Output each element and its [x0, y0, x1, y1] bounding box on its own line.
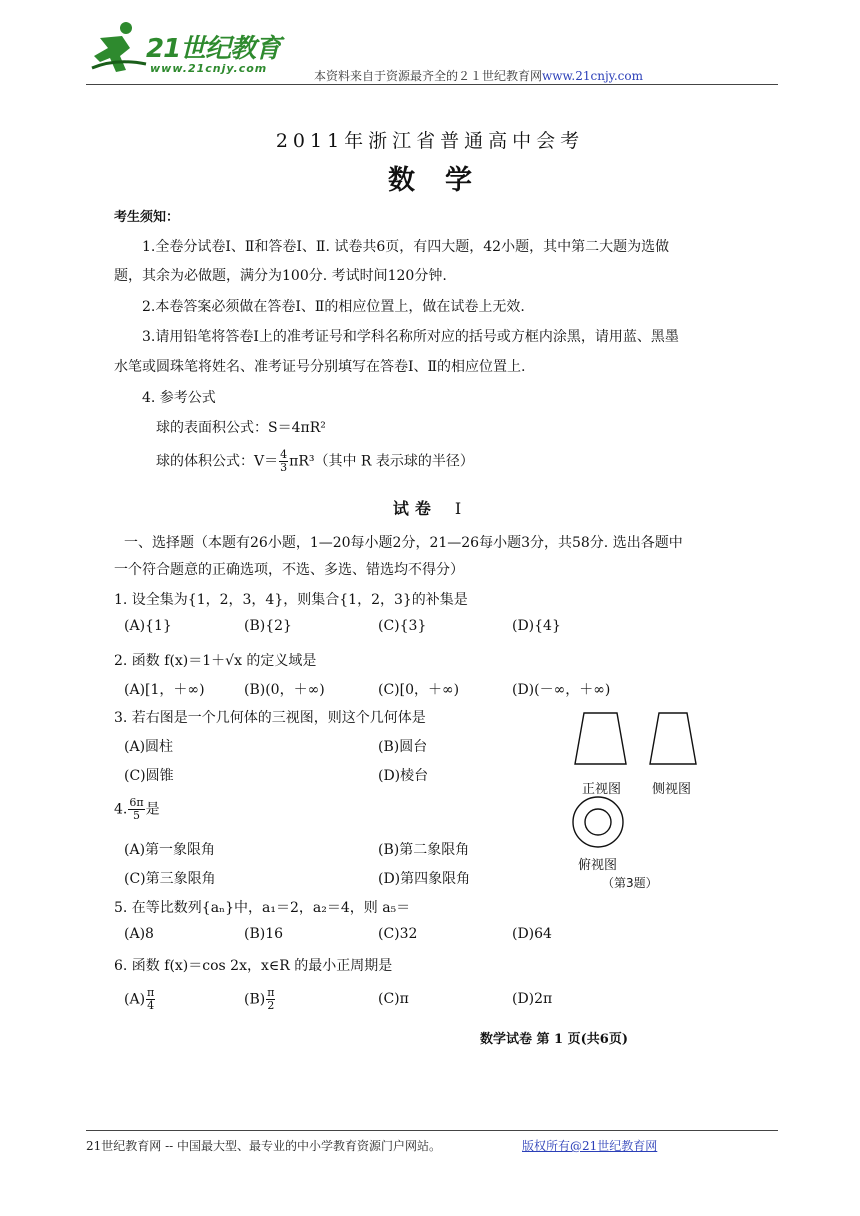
logo-text: 21世纪教育 [146, 34, 281, 64]
question-6-option-b [244, 987, 276, 1012]
copyright-link[interactable]: 版权所有@21世纪教育网 [522, 1139, 658, 1153]
fraction-denominator: 4 [147, 999, 155, 1012]
question-2-option-d: (D)(－∞，＋∞) [512, 682, 611, 698]
question-3-option-c: (C)圆锥 [124, 768, 174, 784]
question-4-option-a: (A)第一象限角 [124, 842, 216, 858]
footer-text: 21世纪教育网 -- 中国最大型、最专业的中小学教育资源门户网站。 [86, 1139, 442, 1153]
section-heading-line1: 一、选择题（本题有26小题，1—20每小题2分，21—26每小题3分，共58分. 选出各题中 [124, 535, 683, 551]
logo-url: www.21cnjy.com [150, 62, 268, 75]
question-1-option-b: (B){2} [244, 618, 292, 634]
question-3-option-d: (D)棱台 [378, 768, 429, 784]
top-view-figure [568, 794, 630, 850]
fraction-numerator: π [267, 986, 275, 999]
instruction-3-line1: 3.请用铅笔将答卷Ⅰ上的准考证号和学科名称所对应的括号或方框内涂黑，请用蓝、黑墨 [142, 329, 679, 345]
question-1-stem: 1. 设全集为{1，2，3，4}，则集合{1，2，3}的补集是 [114, 592, 468, 608]
question-2-option-a: (A)[1，＋∞) [124, 682, 205, 698]
front-view-label: 正视图 [582, 782, 622, 797]
instruction-3-line2: 水笔或圆珠笔将姓名、准考证号分别填写在答卷Ⅰ、Ⅱ的相应位置上. [114, 359, 526, 375]
header-note-link[interactable]: www.21cnjy.com [542, 69, 643, 83]
formula-volume-prefix: 球的体积公式：V＝ [156, 453, 279, 470]
option-label: (B) [244, 991, 266, 1008]
figure-caption: （第3题） [602, 876, 658, 890]
header-note [314, 67, 643, 84]
side-view-trapezoid [650, 713, 696, 764]
fraction-denominator: 3 [280, 461, 288, 474]
top-view-label: 俯视图 [578, 858, 618, 873]
instructions-heading: 考生须知： [114, 210, 180, 225]
question-6-option-c: (C)π [378, 991, 409, 1007]
fraction [279, 449, 288, 474]
question-3-option-b: (B)圆台 [378, 739, 428, 755]
question-4-stem [114, 797, 160, 822]
instruction-1-line2: 题，其余为必做题，满分为100分. 考试时间120分钟. [114, 268, 447, 284]
question-5-option-b: (B)16 [244, 926, 284, 942]
formula-volume-suffix: πR³（其中 R 表示球的半径） [289, 453, 474, 470]
fraction-denominator: 2 [267, 999, 275, 1012]
side-view-label: 侧视图 [652, 782, 692, 797]
question-2-option-b: (B)(0，＋∞) [244, 682, 325, 698]
formula-surface-area: 球的表面积公式：S＝4πR² [156, 420, 326, 436]
question-6-stem: 6. 函数 f(x)＝cos 2x，x∈R 的最小正周期是 [114, 958, 393, 974]
section-heading-line2: 一个符合题意的正确选项，不选、多选、错选均不得分） [114, 562, 464, 578]
fraction [146, 987, 155, 1012]
section-numeral: Ⅰ [454, 499, 468, 518]
question-1-option-d: (D){4} [512, 618, 561, 634]
top-view-outer-circle [573, 797, 623, 847]
exam-subject: 数学 [388, 165, 502, 196]
option-label: (A) [124, 991, 146, 1008]
header-note-text: 本资料来自于资源最齐全的２１世纪教育网 [314, 69, 543, 83]
fraction-numerator: 6π [129, 796, 144, 809]
section-title-text: 试卷 [392, 499, 437, 518]
question-2-stem: 2. 函数 f(x)＝1＋√x 的定义域是 [114, 653, 317, 669]
instruction-2: 2.本卷答案必须做在答卷Ⅰ、Ⅱ的相应位置上，做在试卷上无效. [142, 299, 525, 315]
question-4-prefix: 4. [114, 801, 128, 818]
header-divider [86, 84, 778, 85]
question-5-option-a: (A)8 [124, 926, 154, 942]
formula-volume [156, 449, 474, 474]
question-4-option-d: (D)第四象限角 [378, 871, 471, 887]
question-4-option-c: (C)第三象限角 [124, 871, 216, 887]
fraction-numerator: π [147, 986, 155, 999]
page-number: 数学试卷 第 1 页(共6页) [480, 1032, 628, 1047]
fraction-numerator: 4 [280, 448, 288, 461]
section-title [0, 496, 860, 519]
question-4-suffix: 是 [145, 801, 160, 818]
instruction-4: 4. 参考公式 [142, 390, 216, 406]
question-5-option-d: (D)64 [512, 926, 552, 942]
question-6-option-d: (D)2π [512, 991, 553, 1007]
instruction-1-line1: 1.全卷分试卷Ⅰ、Ⅱ和答卷Ⅰ、Ⅱ. 试卷共6页，有四大题，42小题，其中第二大题为选做 [142, 239, 670, 255]
top-view-inner-circle [585, 809, 611, 835]
fraction [266, 987, 275, 1012]
question-6-option-a [124, 987, 156, 1012]
question-5-option-c: (C)32 [378, 926, 418, 942]
runner-logo-icon [86, 18, 150, 80]
question-3-option-a: (A)圆柱 [124, 739, 174, 755]
question-5-stem: 5. 在等比数列{aₙ}中，a₁＝2，a₂＝4，则 a₅＝ [114, 900, 411, 916]
question-3-stem: 3. 若右图是一个几何体的三视图，则这个几何体是 [114, 710, 426, 726]
fraction-denominator: 5 [132, 809, 140, 822]
exam-title: 2011年浙江省普通高中会考 [275, 130, 585, 152]
question-1-option-c: (C){3} [378, 618, 427, 634]
front-view-trapezoid [575, 713, 626, 764]
question-4-option-b: (B)第二象限角 [378, 842, 470, 858]
fraction [128, 797, 144, 822]
question-1-option-a: (A){1} [124, 618, 172, 634]
footer-divider [86, 1130, 778, 1131]
question-2-option-c: (C)[0，＋∞) [378, 682, 460, 698]
